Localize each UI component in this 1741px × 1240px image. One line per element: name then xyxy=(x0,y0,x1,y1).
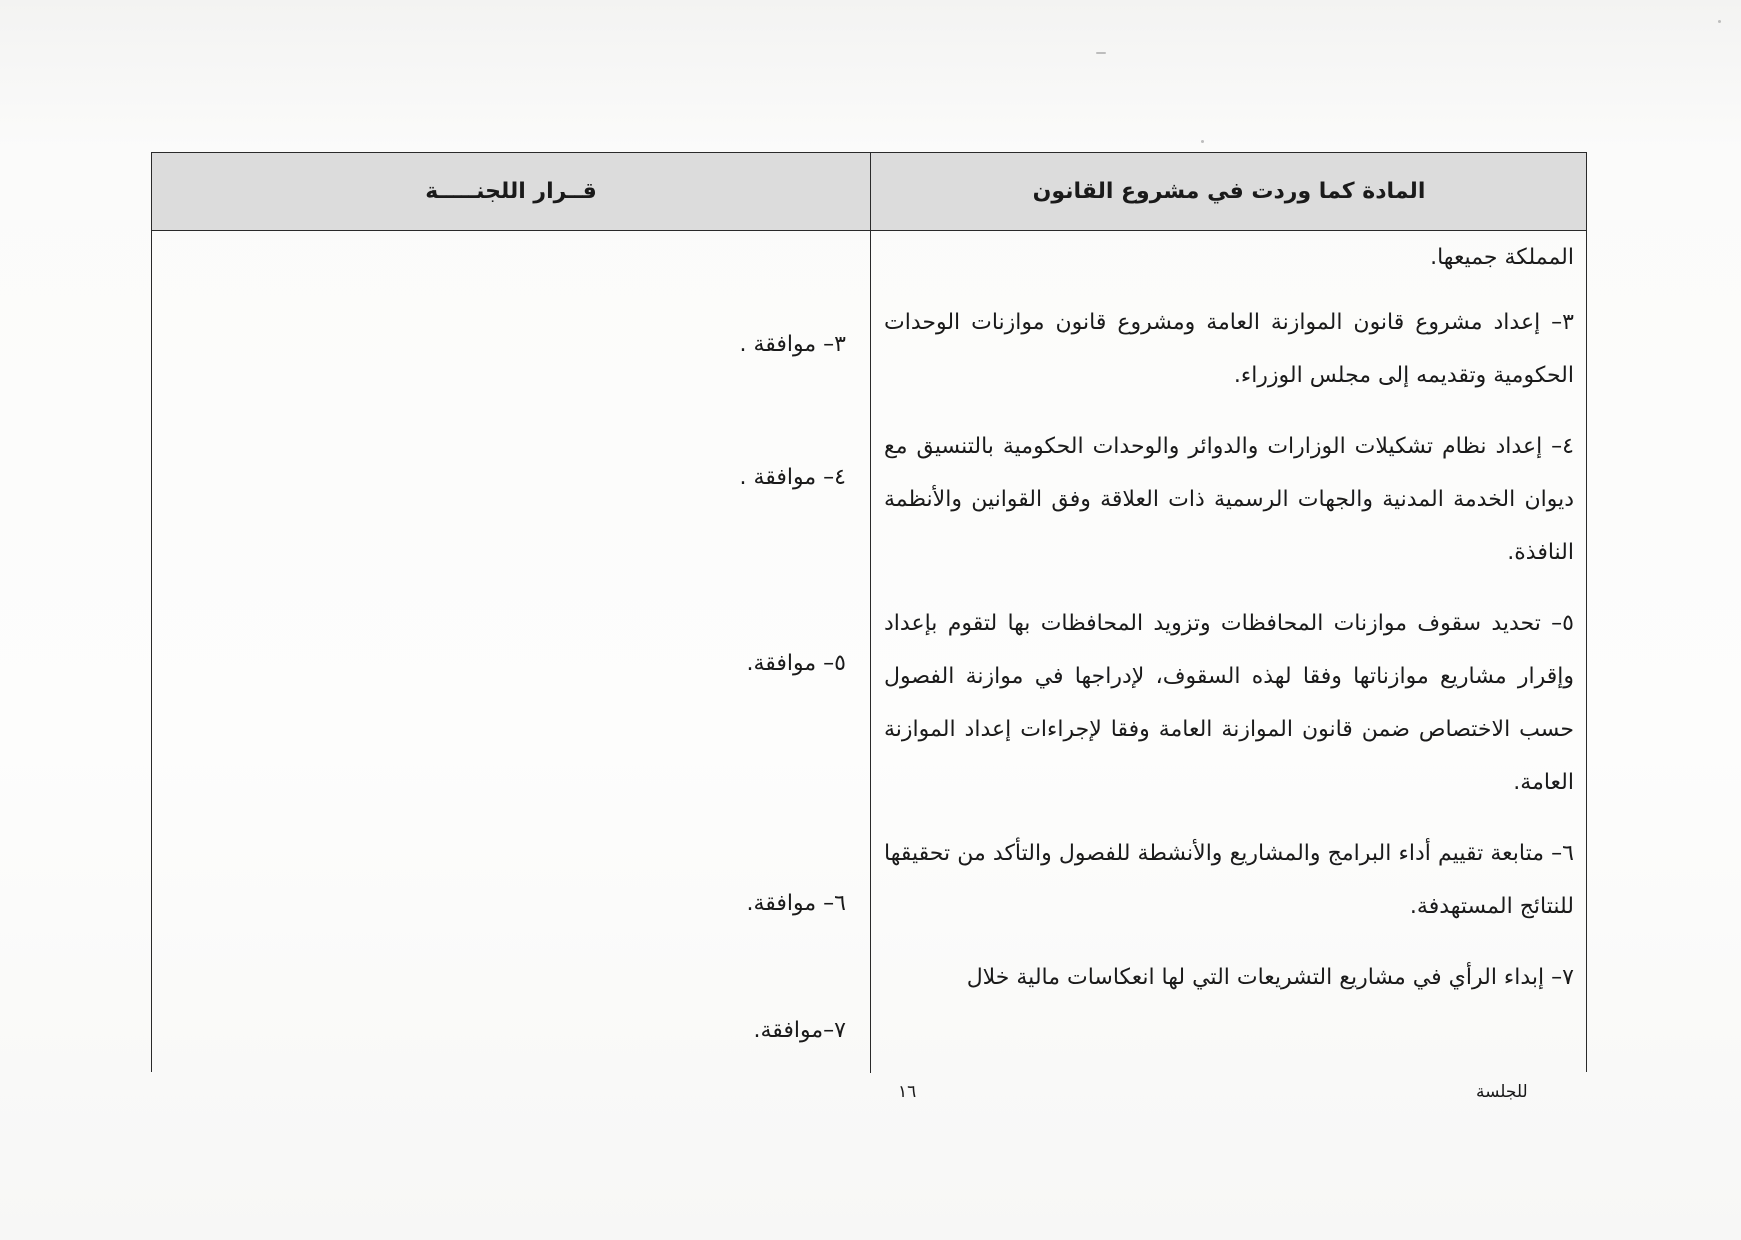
article-paragraph: ٤– إعداد نظام تشكيلات الوزارات والدوائر والوحدات الحكومية بالتنسيق مع ديوان الخدمة المدنية والجهات الرسمية ذات العلاقة وفق القوانين والأنظمة النافذة. xyxy=(884,434,1574,565)
comparison-table xyxy=(151,152,1587,1072)
article-paragraph: المملكة جميعها. xyxy=(1430,245,1574,270)
footer-session-label: للجلسة xyxy=(1476,1082,1528,1102)
decision-item: ٧–موافقة. xyxy=(753,1018,846,1043)
decision-item: ٥– موافقة. xyxy=(746,651,846,676)
decision-item: ٦– موافقة. xyxy=(746,891,846,916)
article-text-column xyxy=(884,231,1574,1022)
decision-item: ٤– موافقة . xyxy=(739,465,846,490)
scan-speck xyxy=(1718,20,1721,23)
header-committee-decision-column: قــرار اللجنـــــة xyxy=(425,178,597,204)
article-paragraph: ٣– إعداد مشروع قانون الموازنة العامة ومشروع قانون موازنات الوحدات الحكومية وتقديمه إلى مجلس الوزراء. xyxy=(884,310,1574,388)
footer-page-number: ١٦ xyxy=(898,1082,917,1102)
decision-item: ٣– موافقة . xyxy=(739,332,846,357)
scan-speck xyxy=(1201,140,1204,143)
article-paragraph: ٦– متابعة تقييم أداء البرامج والمشاريع والأنشطة للفصول والتأكد من تحقيقها للنتائج المستهدفة. xyxy=(884,841,1574,919)
article-paragraph: ٥– تحديد سقوف موازنات المحافظات وتزويد المحافظات بها لتقوم بإعداد وإقرار مشاريع موازناتها وفقا لهذه السقوف، لإدراجها في موازنة الفصول حسب الاختصاص ضمن قانون الموازنة العامة وفقا لإجراءات إعداد الموازنة العامة. xyxy=(884,611,1574,795)
article-paragraph: ٧– إبداء الرأي في مشاريع التشريعات التي لها انعكاسات مالية خلال xyxy=(966,965,1574,990)
column-divider xyxy=(870,153,871,1073)
header-article-column: المادة كما وردت في مشروع القانون xyxy=(1032,178,1426,204)
scan-speck xyxy=(1096,52,1106,54)
